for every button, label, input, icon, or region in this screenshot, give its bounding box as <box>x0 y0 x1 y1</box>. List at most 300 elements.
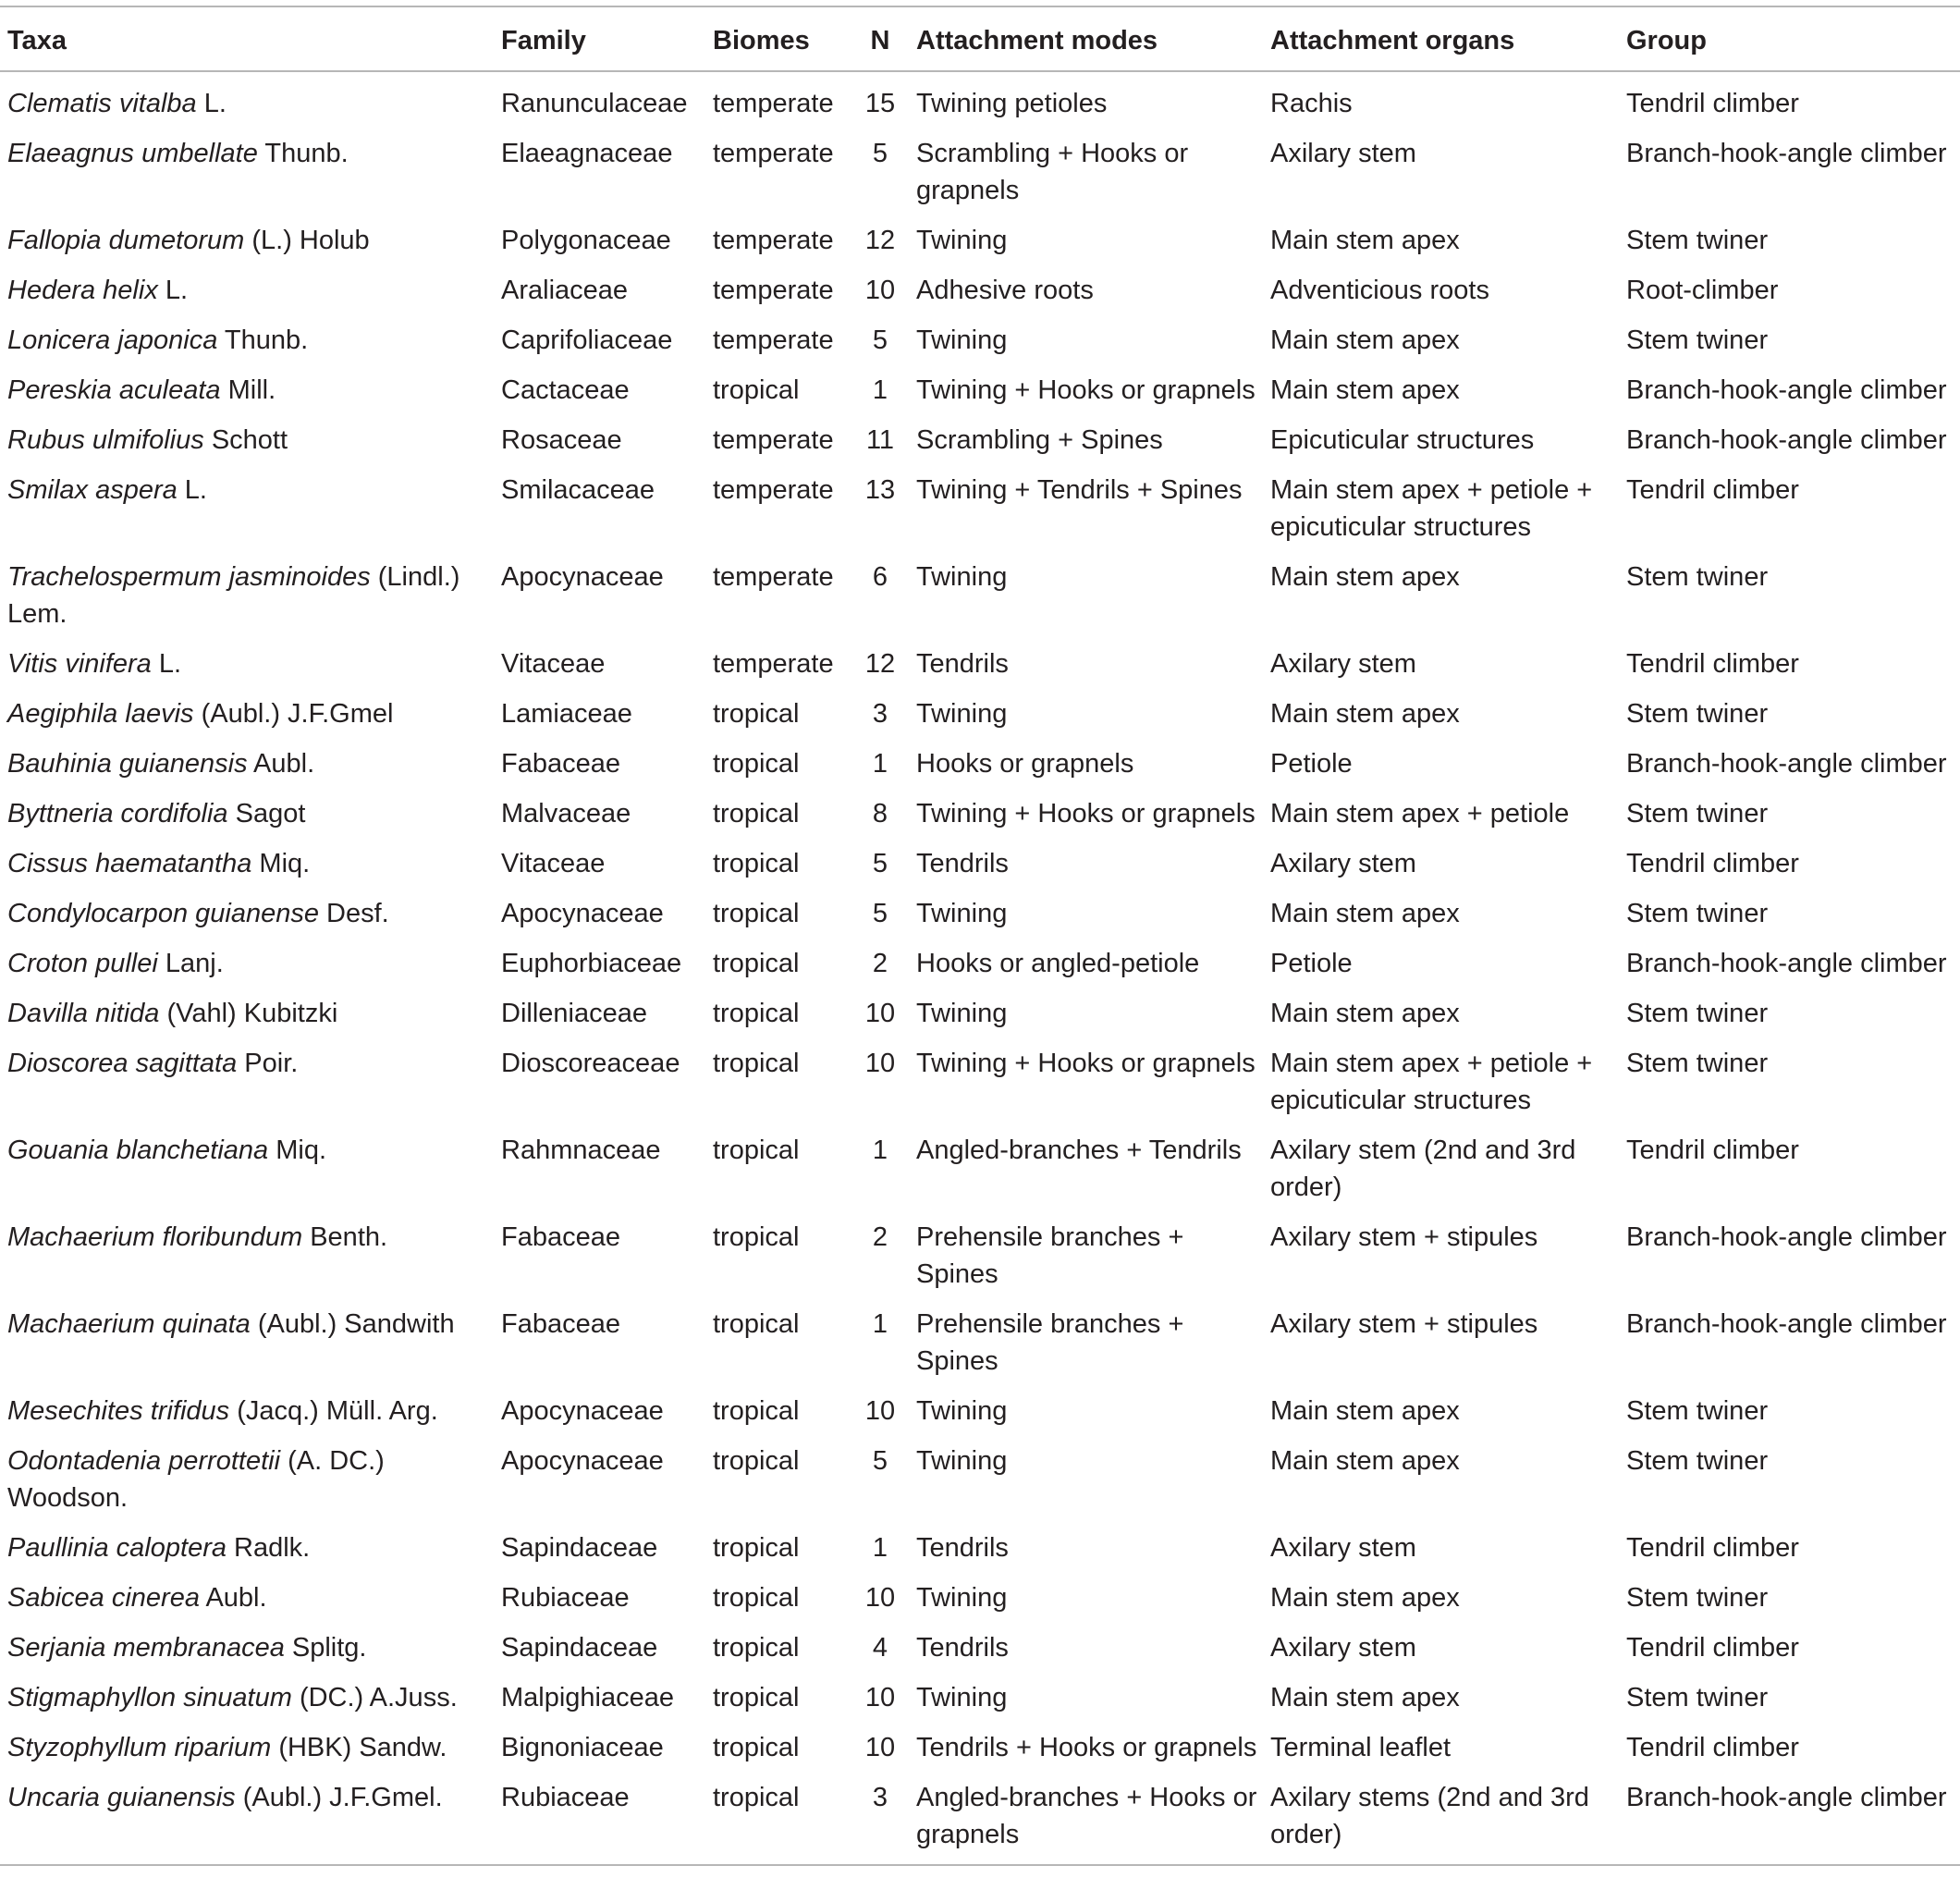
group-cell: Stem twiner <box>1626 899 1769 928</box>
attachment-modes-cell: Tendrils <box>916 649 1009 679</box>
header-attachment-organs: Attachment organs <box>1263 6 1619 71</box>
table-row <box>0 552 1960 639</box>
taxa-cell <box>0 215 494 265</box>
group-cell: Stem twiner <box>1626 1583 1769 1613</box>
n-cell: 10 <box>864 276 896 305</box>
attachment-modes-cell: Twining <box>916 325 1008 355</box>
n-cell: 5 <box>872 1446 888 1476</box>
table-row <box>0 1125 1960 1212</box>
taxa-cell <box>0 739 494 789</box>
attachment-modes-cell: Prehensile branches + Spines <box>916 1309 1184 1376</box>
table-row <box>0 71 1960 129</box>
taxa-cell <box>0 265 494 315</box>
taxa-cell <box>0 839 494 889</box>
header-family: Family <box>494 6 705 71</box>
attachment-organs-cell: Axilary stems (2nd and 3rd order) <box>1263 1773 1619 1865</box>
biome-cell: tropical <box>713 1683 800 1712</box>
family-cell: Rosaceae <box>501 425 622 455</box>
taxa-cell <box>0 1523 494 1573</box>
taxon-authority: (Vahl) Kubitzki <box>159 999 338 1028</box>
taxon-authority: L. <box>196 89 227 118</box>
n-cell: 2 <box>872 949 888 978</box>
attachment-modes-cell: Twining <box>916 1396 1008 1426</box>
attachment-organs-cell: Main stem apex <box>1270 1583 1460 1613</box>
taxon-authority: (Aubl.) J.F.Gmel. <box>235 1783 443 1812</box>
group-cell: Stem twiner <box>1626 999 1769 1028</box>
header-group: Group <box>1619 6 1960 71</box>
n-cell: 13 <box>864 475 896 505</box>
group-cell: Tendril climber <box>1626 1135 1799 1165</box>
group-cell: Tendril climber <box>1626 649 1799 679</box>
biome-cell: tropical <box>713 1583 800 1613</box>
attachment-modes-cell: Adhesive roots <box>916 276 1094 305</box>
taxa-cell <box>0 1038 494 1125</box>
n-cell: 3 <box>872 699 888 729</box>
table-header <box>0 6 1960 71</box>
attachment-organs-cell: Axilary stem <box>1270 1533 1416 1563</box>
taxa-cell <box>0 1436 494 1523</box>
taxon-species-name: Serjania membranacea <box>7 1633 285 1663</box>
group-cell: Tendril climber <box>1626 849 1799 878</box>
n-cell: 5 <box>872 899 888 928</box>
attachment-organs-cell: Main stem apex <box>1270 899 1460 928</box>
group-cell: Stem twiner <box>1626 699 1769 729</box>
family-cell: Malpighiaceae <box>501 1683 675 1712</box>
table-row <box>0 129 1960 215</box>
taxa-cell <box>0 988 494 1038</box>
biome-cell: temperate <box>713 325 834 355</box>
taxa-cell <box>0 689 494 739</box>
attachment-organs-cell: Petiole <box>1270 749 1353 779</box>
family-cell: Rubiaceae <box>501 1583 630 1613</box>
attachment-organs-cell: Axilary stem + stipules <box>1270 1222 1538 1252</box>
n-cell: 15 <box>864 89 896 118</box>
biome-cell: tropical <box>713 1633 800 1663</box>
biome-cell: tropical <box>713 1446 800 1476</box>
attachment-modes-cell: Twining <box>916 1683 1008 1712</box>
taxa-table <box>0 6 1960 1866</box>
attachment-modes-cell: Tendrils <box>916 1633 1009 1663</box>
biome-cell: temperate <box>713 649 834 679</box>
table-row <box>0 215 1960 265</box>
attachment-organs-cell: Axilary stem + stipules <box>1270 1309 1538 1339</box>
taxon-species-name: Gouania blanchetiana <box>7 1135 269 1165</box>
group-cell: Tendril climber <box>1626 475 1799 505</box>
n-cell: 1 <box>872 749 888 779</box>
biome-cell: tropical <box>713 1049 800 1078</box>
taxon-species-name: Clematis vitalba <box>7 89 197 118</box>
biome-cell: tropical <box>713 1396 800 1426</box>
family-cell: Cactaceae <box>501 375 630 405</box>
taxon-authority: Thunb. <box>217 325 309 355</box>
table-row <box>0 415 1960 465</box>
taxon-authority: Aubl. <box>199 1583 267 1613</box>
attachment-organs-cell: Main stem apex <box>1270 1396 1460 1426</box>
attachment-organs-cell: Rachis <box>1270 89 1353 118</box>
family-cell: Sapindaceae <box>501 1533 658 1563</box>
family-cell: Ranunculaceae <box>501 89 688 118</box>
group-cell: Branch-hook-angle climber <box>1626 949 1947 978</box>
taxa-cell <box>0 365 494 415</box>
taxon-species-name: Machaerium floribundum <box>7 1222 303 1252</box>
n-cell: 1 <box>872 375 888 405</box>
attachment-modes-cell: Twining <box>916 999 1008 1028</box>
biome-cell: temperate <box>713 139 834 168</box>
taxon-authority: (Jacq.) Müll. Arg. <box>229 1396 438 1426</box>
family-cell: Fabaceae <box>501 749 620 779</box>
n-cell: 10 <box>864 1396 896 1426</box>
attachment-modes-cell: Twining <box>916 899 1008 928</box>
biome-cell: tropical <box>713 1733 800 1762</box>
taxon-authority: Schott <box>203 425 288 455</box>
family-cell: Apocynaceae <box>501 1446 664 1476</box>
biome-cell: tropical <box>713 799 800 829</box>
taxon-authority: Desf. <box>318 899 389 928</box>
group-cell: Branch-hook-angle climber <box>1626 375 1947 405</box>
attachment-modes-cell: Hooks or grapnels <box>916 749 1134 779</box>
n-cell: 12 <box>864 226 896 255</box>
n-cell: 1 <box>872 1309 888 1339</box>
family-cell: Apocynaceae <box>501 1396 664 1426</box>
taxa-cell <box>0 889 494 939</box>
n-cell: 2 <box>872 1222 888 1252</box>
attachment-organs-cell: Main stem apex <box>1270 325 1460 355</box>
taxa-cell <box>0 789 494 839</box>
taxon-authority: (Aubl.) Sandwith <box>250 1309 455 1339</box>
attachment-organs-cell: Epicuticular structures <box>1270 425 1535 455</box>
table-row <box>0 1623 1960 1673</box>
taxon-species-name: Vitis vinifera <box>7 649 152 679</box>
n-cell: 10 <box>864 1583 896 1613</box>
taxon-species-name: Machaerium quinata <box>7 1309 251 1339</box>
family-cell: Dilleniaceae <box>501 999 647 1028</box>
family-cell: Bignoniaceae <box>501 1733 664 1762</box>
taxa-cell <box>0 415 494 465</box>
taxon-species-name: Stigmaphyllon sinuatum <box>7 1683 292 1712</box>
table-row <box>0 988 1960 1038</box>
biome-cell: tropical <box>713 949 800 978</box>
taxa-cell <box>0 1125 494 1212</box>
attachment-organs-cell: Main stem apex <box>1270 1446 1460 1476</box>
attachment-organs-cell: Main stem apex <box>1270 226 1460 255</box>
family-cell: Polygonaceae <box>501 226 671 255</box>
taxon-species-name: Odontadenia perrottetii <box>7 1446 281 1476</box>
table-row <box>0 1038 1960 1125</box>
family-cell: Fabaceae <box>501 1222 620 1252</box>
attachment-modes-cell: Twining <box>916 562 1008 592</box>
group-cell: Stem twiner <box>1626 799 1769 829</box>
biome-cell: temperate <box>713 276 834 305</box>
attachment-modes-cell: Twining petioles <box>916 89 1108 118</box>
attachment-modes-cell: Twining <box>916 1446 1008 1476</box>
attachment-modes-cell: Scrambling + Spines <box>916 425 1163 455</box>
taxon-species-name: Rubus ulmifolius <box>7 425 204 455</box>
taxon-species-name: Trachelospermum jasminoides <box>7 562 371 592</box>
biome-cell: tropical <box>713 1309 800 1339</box>
attachment-organs-cell: Axilary stem <box>1270 1633 1416 1663</box>
biome-cell: tropical <box>713 749 800 779</box>
attachment-modes-cell: Tendrils <box>916 1533 1009 1563</box>
taxon-authority: L. <box>151 649 182 679</box>
taxon-species-name: Fallopia dumetorum <box>7 226 245 255</box>
taxon-authority: (HBK) Sandw. <box>271 1733 447 1762</box>
group-cell: Stem twiner <box>1626 325 1769 355</box>
table-row <box>0 1523 1960 1573</box>
taxon-authority: (Lindl.) Lem. <box>7 562 460 629</box>
family-cell: Smilacaceae <box>501 475 655 505</box>
table-row <box>0 689 1960 739</box>
group-cell: Branch-hook-angle climber <box>1626 1222 1947 1252</box>
n-cell: 6 <box>872 562 888 592</box>
table-row <box>0 1773 1960 1865</box>
family-cell: Euphorbiaceae <box>501 949 682 978</box>
attachment-organs-cell: Main stem apex + petiole <box>1270 799 1570 829</box>
family-cell: Caprifoliaceae <box>501 325 673 355</box>
attachment-modes-cell: Angled-branches + Hooks or grapnels <box>909 1773 1263 1865</box>
biome-cell: tropical <box>713 375 800 405</box>
taxa-cell <box>0 939 494 988</box>
n-cell: 1 <box>872 1135 888 1165</box>
table-row <box>0 939 1960 988</box>
biome-cell: tropical <box>713 1533 800 1563</box>
attachment-organs-cell: Main stem apex <box>1270 375 1460 405</box>
table-row <box>0 1212 1960 1299</box>
group-cell: Tendril climber <box>1626 1633 1799 1663</box>
n-cell: 5 <box>872 325 888 355</box>
table-row <box>0 1573 1960 1623</box>
table-row <box>0 265 1960 315</box>
taxa-cell <box>0 639 494 689</box>
taxon-authority: L. <box>177 475 207 505</box>
biome-cell: tropical <box>705 1773 851 1865</box>
taxon-species-name: Condylocarpon guianense <box>7 899 319 928</box>
attachment-organs-cell: Main stem apex <box>1270 999 1460 1028</box>
taxon-species-name: Mesechites trifidus <box>7 1396 230 1426</box>
biome-cell: temperate <box>713 562 834 592</box>
taxon-authority: Radlk. <box>226 1533 311 1563</box>
taxa-cell <box>0 1723 494 1773</box>
taxon-authority: Thunb. <box>257 139 349 168</box>
taxon-authority: Miq. <box>268 1135 327 1165</box>
attachment-modes-cell: Hooks or angled-petiole <box>916 949 1200 978</box>
header-biomes: Biomes <box>705 6 851 71</box>
n-cell: 10 <box>864 999 896 1028</box>
n-cell: 8 <box>872 799 888 829</box>
group-cell: Tendril climber <box>1626 1533 1799 1563</box>
group-cell: Branch-hook-angle climber <box>1626 139 1947 168</box>
attachment-modes-cell: Twining <box>916 1583 1008 1613</box>
header-attachment-modes: Attachment modes <box>909 6 1263 71</box>
biome-cell: temperate <box>713 226 834 255</box>
table-row <box>0 1673 1960 1723</box>
taxon-species-name: Dioscorea sagittata <box>7 1049 238 1078</box>
group-cell: Branch-hook-angle climber <box>1619 1773 1960 1865</box>
family-cell: Vitaceae <box>501 649 606 679</box>
attachment-organs-cell: Axilary stem (2nd and 3rd order) <box>1270 1135 1576 1202</box>
n-cell: 11 <box>865 425 895 455</box>
family-cell: Apocynaceae <box>501 562 664 592</box>
taxon-species-name: Styzophyllum riparium <box>7 1733 272 1762</box>
biome-cell: temperate <box>713 475 834 505</box>
table-row <box>0 1436 1960 1523</box>
taxa-cell <box>0 465 494 552</box>
family-cell: Fabaceae <box>501 1309 620 1339</box>
table-row <box>0 839 1960 889</box>
family-cell: Elaeagnaceae <box>501 139 673 168</box>
taxon-authority: Miq. <box>251 849 311 878</box>
group-cell: Branch-hook-angle climber <box>1626 1309 1947 1339</box>
attachment-modes-cell: Twining <box>916 699 1008 729</box>
biome-cell: tropical <box>713 899 800 928</box>
biome-cell: tropical <box>713 1135 800 1165</box>
attachment-organs-cell: Axilary stem <box>1270 849 1416 878</box>
family-cell: Rahmnaceae <box>501 1135 661 1165</box>
taxa-cell <box>0 1299 494 1386</box>
attachment-organs-cell: Petiole <box>1270 949 1353 978</box>
header-taxa: Taxa <box>0 6 494 71</box>
group-cell: Tendril climber <box>1626 89 1799 118</box>
attachment-modes-cell: Tendrils <box>916 849 1009 878</box>
family-cell: Sapindaceae <box>501 1633 658 1663</box>
taxa-cell <box>0 1386 494 1436</box>
n-cell: 5 <box>872 139 888 168</box>
family-cell: Lamiaceae <box>501 699 632 729</box>
biome-cell: tropical <box>713 999 800 1028</box>
family-cell: Rubiaceae <box>494 1773 705 1865</box>
biome-cell: temperate <box>713 89 834 118</box>
taxon-species-name: Davilla nitida <box>7 999 160 1028</box>
attachment-modes-cell: Angled-branches + Tendrils <box>916 1135 1242 1165</box>
attachment-organs-cell: Adventicious roots <box>1270 276 1489 305</box>
table-row <box>0 315 1960 365</box>
n-cell: 4 <box>872 1633 888 1663</box>
attachment-modes-cell: Twining + Hooks or grapnels <box>916 375 1256 405</box>
taxon-authority: L. <box>157 276 189 305</box>
taxa-cell <box>0 1773 494 1865</box>
n-cell: 1 <box>872 1533 888 1563</box>
table-row <box>0 1386 1960 1436</box>
taxon-authority: Sagot <box>227 799 306 829</box>
group-cell: Stem twiner <box>1626 1683 1769 1712</box>
group-cell: Tendril climber <box>1626 1733 1799 1762</box>
taxa-cell <box>0 315 494 365</box>
table-body <box>0 71 1960 1865</box>
taxon-authority: (DC.) A.Juss. <box>291 1683 458 1712</box>
n-cell: 10 <box>864 1733 896 1762</box>
attachment-organs-cell: Axilary stem <box>1270 649 1416 679</box>
group-cell: Stem twiner <box>1626 226 1769 255</box>
table-row <box>0 789 1960 839</box>
family-cell: Malvaceae <box>501 799 631 829</box>
attachment-modes-cell: Tendrils + Hooks or grapnels <box>916 1733 1257 1762</box>
taxon-species-name: Croton pullei <box>7 949 158 978</box>
attachment-modes-cell: Twining + Hooks or grapnels <box>916 799 1256 829</box>
taxon-species-name: Aegiphila laevis <box>7 699 194 729</box>
attachment-organs-cell: Main stem apex <box>1270 562 1460 592</box>
taxon-species-name: Sabicea cinerea <box>7 1583 200 1613</box>
taxon-species-name: Lonicera japonica <box>7 325 218 355</box>
header-row <box>0 6 1960 71</box>
n-cell: 10 <box>864 1683 896 1712</box>
attachment-modes-cell: Prehensile branches + Spines <box>916 1222 1184 1289</box>
taxa-cell <box>0 129 494 215</box>
table-row <box>0 889 1960 939</box>
attachment-modes-cell: Twining + Tendrils + Spines <box>916 475 1243 505</box>
attachment-organs-cell: Main stem apex <box>1270 1683 1460 1712</box>
n-cell: 5 <box>872 849 888 878</box>
taxon-authority: Aubl. <box>247 749 315 779</box>
group-cell: Stem twiner <box>1626 1396 1769 1426</box>
group-cell: Branch-hook-angle climber <box>1626 749 1947 779</box>
attachment-organs-cell: Main stem apex + petiole + epicuticular structures <box>1270 1049 1593 1115</box>
taxa-cell <box>0 1623 494 1673</box>
taxon-authority: Poir. <box>237 1049 299 1078</box>
taxon-species-name: Pereskia aculeata <box>7 375 221 405</box>
taxa-cell <box>0 1573 494 1623</box>
taxa-cell <box>0 71 494 129</box>
attachment-organs-cell: Main stem apex + petiole + epicuticular structures <box>1270 475 1593 542</box>
attachment-modes-cell: Twining + Hooks or grapnels <box>916 1049 1256 1078</box>
group-cell: Stem twiner <box>1626 1446 1769 1476</box>
taxon-authority: (A. DC.) Woodson. <box>7 1446 385 1513</box>
taxa-cell <box>0 1673 494 1723</box>
taxon-authority: (L.) Holub <box>244 226 370 255</box>
group-cell: Stem twiner <box>1626 562 1769 592</box>
taxon-species-name: Smilax aspera <box>7 475 178 505</box>
biome-cell: temperate <box>713 425 834 455</box>
n-cell: 12 <box>864 649 896 679</box>
taxa-cell <box>0 552 494 639</box>
family-cell: Apocynaceae <box>501 899 664 928</box>
table-row <box>0 1723 1960 1773</box>
taxon-authority: (Aubl.) J.F.Gmel <box>193 699 394 729</box>
taxon-species-name: Hedera helix <box>7 276 158 305</box>
table-row <box>0 365 1960 415</box>
taxon-species-name: Uncaria guianensis <box>7 1783 236 1812</box>
group-cell: Stem twiner <box>1626 1049 1769 1078</box>
n-cell: 10 <box>864 1049 896 1078</box>
taxon-species-name: Byttneria cordifolia <box>7 799 228 829</box>
header-n: N <box>851 6 909 71</box>
attachment-modes-cell: Scrambling + Hooks or grapnels <box>916 139 1189 205</box>
taxon-species-name: Elaeagnus umbellate <box>7 139 258 168</box>
taxon-authority: Mill. <box>220 375 276 405</box>
table-row <box>0 639 1960 689</box>
group-cell: Root-climber <box>1626 276 1779 305</box>
attachment-organs-cell: Axilary stem <box>1270 139 1416 168</box>
biome-cell: tropical <box>713 699 800 729</box>
taxon-species-name: Cissus haematantha <box>7 849 252 878</box>
family-cell: Araliaceae <box>501 276 629 305</box>
family-cell: Dioscoreaceae <box>501 1049 680 1078</box>
table-row <box>0 739 1960 789</box>
biome-cell: tropical <box>713 849 800 878</box>
group-cell: Branch-hook-angle climber <box>1626 425 1947 455</box>
taxon-authority: Benth. <box>302 1222 388 1252</box>
table-row <box>0 1299 1960 1386</box>
taxon-authority: Splitg. <box>284 1633 367 1663</box>
attachment-organs-cell: Main stem apex <box>1270 699 1460 729</box>
attachment-modes-cell: Twining <box>916 226 1008 255</box>
attachment-organs-cell: Terminal leaflet <box>1270 1733 1452 1762</box>
taxon-species-name: Paullinia caloptera <box>7 1533 227 1563</box>
n-cell: 3 <box>851 1773 909 1865</box>
table-row <box>0 465 1960 552</box>
taxon-species-name: Bauhinia guianensis <box>7 749 248 779</box>
biome-cell: tropical <box>713 1222 800 1252</box>
taxon-authority: Lanj. <box>157 949 224 978</box>
family-cell: Vitaceae <box>501 849 606 878</box>
